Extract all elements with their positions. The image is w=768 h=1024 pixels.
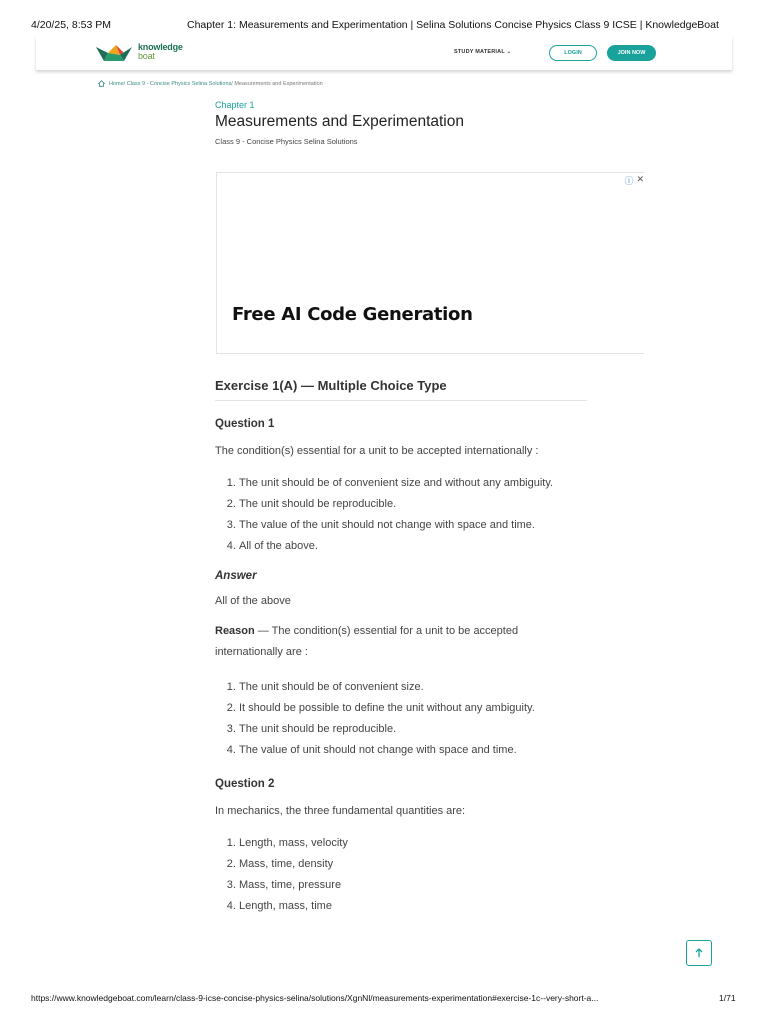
breadcrumb-current: / Measurements and Experimentation (231, 80, 323, 87)
question-1-options (215, 473, 587, 557)
reason-label: Reason (215, 625, 255, 637)
option-item: 1. The unit should be of convenient size and without any ambiguity. (239, 473, 587, 494)
answer-text: All of the above (215, 595, 291, 607)
breadcrumb-home[interactable]: Home (109, 80, 124, 87)
page-title: Measurements and Experimentation (215, 113, 464, 130)
question-1-text: The condition(s) essential for a unit to be accepted internationally : (215, 445, 539, 457)
option-item: 2. Mass, time, density (239, 854, 587, 875)
breadcrumb (98, 80, 323, 87)
question-1-heading: Question 1 (215, 418, 275, 430)
answer-label: Answer (215, 570, 257, 582)
question-2-options (215, 833, 587, 917)
page-subtitle: Class 9 - Concise Physics Selina Solutions (215, 137, 358, 146)
print-page-number: 1/71 (719, 993, 736, 1003)
exercise-title: Exercise 1(A) — Multiple Choice Type (215, 378, 587, 401)
logo-line-2: boat (138, 51, 155, 61)
option-item: 4. All of the above. (239, 536, 587, 557)
reason-item: 4. The value of unit should not change with space and time. (239, 740, 587, 761)
question-2-text: In mechanics, the three fundamental quantities are: (215, 805, 466, 817)
study-material-menu[interactable]: STUDY MATERIAL ⌄ (454, 49, 512, 55)
option-item: 3. The value of the unit should not change with space and time. (239, 515, 587, 536)
print-doc-title: Chapter 1: Measurements and Experimentation | Selina Solutions Concise Physics Class 9 ICSE | KnowledgeBoat (187, 19, 719, 31)
ad-controls (624, 174, 644, 187)
join-now-button[interactable]: JOIN NOW (607, 45, 656, 61)
ad-headline[interactable]: Free AI Code Generation (232, 304, 473, 325)
logo-line-1: knowledge (138, 42, 183, 52)
site-navbar (36, 36, 732, 70)
boat-logo-icon (94, 43, 134, 63)
login-button[interactable]: LOGIN (549, 45, 597, 61)
ad-close-icon[interactable]: ✕ (636, 174, 644, 184)
question-2-heading: Question 2 (215, 778, 275, 790)
knowledgeboat-logo[interactable] (94, 41, 194, 65)
reason-item: 2. It should be possible to define the unit without any ambiguity. (239, 698, 587, 719)
option-item: 2. The unit should be reproducible. (239, 494, 587, 515)
reason-text: — The condition(s) essential for a unit to be accepted internationally are : (215, 625, 519, 658)
option-item: 3. Mass, time, pressure (239, 875, 587, 896)
print-date: 4/20/25, 8:53 PM (31, 19, 111, 31)
ad-info-icon[interactable]: ⓘ (624, 176, 634, 186)
option-item: 4. Length, mass, time (239, 896, 587, 917)
breadcrumb-class[interactable]: / Class 9 - Concise Physics Selina Solutions (123, 80, 232, 87)
arrow-up-icon (694, 948, 704, 958)
scroll-to-top-button[interactable] (686, 940, 712, 966)
advertisement[interactable] (216, 172, 644, 354)
chapter-label: Chapter 1 (215, 100, 255, 110)
reason-paragraph (215, 621, 587, 663)
reason-item: 3. The unit should be reproducible. (239, 719, 587, 740)
option-item: 1. Length, mass, velocity (239, 833, 587, 854)
home-icon[interactable] (98, 80, 105, 87)
logo-text (138, 43, 183, 61)
print-header (0, 19, 768, 33)
exercise-content (215, 378, 587, 917)
print-url: https://www.knowledgeboat.com/learn/class-9-icse-concise-physics-selina/solutions/XgnNl/measurements-experimentation#exercise-1c--very-short-a... (31, 993, 599, 1003)
reason-item: 1. The unit should be of convenient size. (239, 677, 587, 698)
reason-list (215, 677, 587, 761)
